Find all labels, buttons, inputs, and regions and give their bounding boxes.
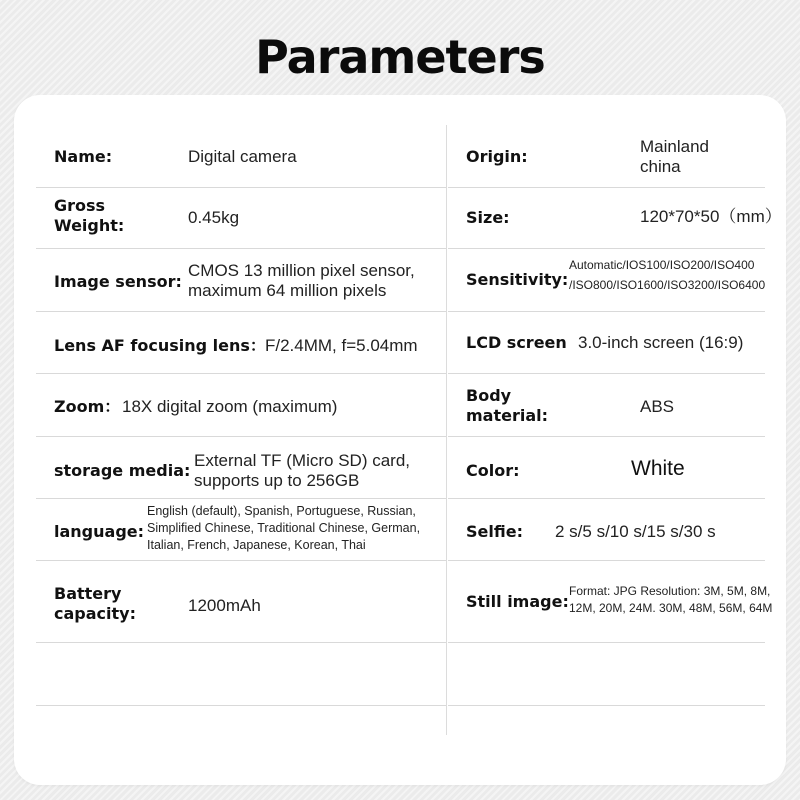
- sensitivity-label: Sensitivity:: [466, 270, 569, 289]
- row-divider: [448, 642, 765, 643]
- storage-media-value: [194, 451, 410, 491]
- row-divider: [448, 560, 765, 561]
- body-material-label: [466, 386, 548, 426]
- row-divider: [448, 705, 765, 706]
- still-image-label: Still image:: [466, 592, 569, 611]
- origin-value-line: Mainland: [640, 137, 709, 156]
- battery-capacity-value: 1200mAh: [188, 596, 261, 615]
- size-label: Size:: [466, 208, 510, 227]
- row-divider: [448, 187, 765, 188]
- storage-media-value-line: External TF (Micro SD) card,: [194, 451, 411, 470]
- size-value: 120*70*50（mm）: [640, 207, 782, 226]
- sensitivity-value-line: /ISO800/ISO1600/ISO3200/ISO6400: [569, 278, 766, 292]
- row-divider: [36, 642, 446, 643]
- row-divider: [448, 373, 765, 374]
- language-value-line: Italian, French, Japanese, Korean, Thai: [147, 538, 366, 552]
- sensitivity-value-line: Automatic/IOS100/ISO200/ISO400: [569, 258, 755, 272]
- row-divider: [36, 436, 446, 437]
- gross-weight-label-line: Gross: [54, 196, 106, 215]
- origin-value: [640, 137, 709, 177]
- image-sensor-value: [188, 261, 415, 301]
- body-material-label-line: material:: [466, 406, 549, 425]
- lens-af-focusing-lens-value: F/2.4MM, f=5.04mm: [265, 336, 418, 355]
- column-divider: [446, 125, 447, 735]
- row-divider: [36, 705, 446, 706]
- language-value-line: Simplified Chinese, Traditional Chinese, German,: [147, 521, 421, 535]
- image-sensor-label: Image sensor:: [54, 272, 182, 291]
- lens-af-focusing-lens-label: Lens AF focusing lens：: [54, 336, 266, 355]
- row-divider: [36, 248, 446, 249]
- image-sensor-value-line: maximum 64 million pixels: [188, 281, 387, 300]
- row-divider: [448, 248, 765, 249]
- row-divider: [36, 498, 446, 499]
- origin-value-line: china: [640, 157, 681, 176]
- row-divider: [36, 560, 446, 561]
- name-label: Name:: [54, 147, 113, 166]
- sensitivity-value: [569, 257, 765, 294]
- language-value-line: English (default), Spanish, Portuguese, Russian,: [147, 504, 416, 518]
- language-label: language:: [54, 522, 145, 541]
- gross-weight-label: [54, 196, 124, 236]
- language-value: [147, 503, 420, 554]
- zoom-label: Zoom：: [54, 397, 121, 416]
- selfie-value: 2 s/5 s/10 s/15 s/30 s: [555, 522, 716, 541]
- still-image-value-line: 12M, 20M, 24M. 30M, 48M, 56M, 64M: [569, 601, 773, 615]
- name-value: Digital camera: [188, 147, 297, 166]
- image-sensor-value-line: CMOS 13 million pixel sensor,: [188, 261, 415, 280]
- page-title: Parameters: [255, 30, 545, 84]
- storage-media-value-line: supports up to 256GB: [194, 471, 360, 490]
- selfie-label: Selfie:: [466, 522, 523, 541]
- color-label: Color:: [466, 461, 520, 480]
- row-divider: [36, 311, 446, 312]
- origin-label: Origin:: [466, 147, 528, 166]
- still-image-value: [569, 583, 772, 617]
- storage-media-label: storage media:: [54, 461, 191, 480]
- color-value: White: [631, 457, 685, 480]
- battery-capacity-label: [54, 584, 136, 624]
- battery-capacity-label-line: Battery: [54, 584, 122, 603]
- lcd-screen-label: LCD screen: [466, 333, 567, 352]
- body-material-label-line: Body: [466, 386, 512, 405]
- row-divider: [36, 187, 446, 188]
- row-divider: [36, 373, 446, 374]
- row-divider: [448, 311, 765, 312]
- battery-capacity-label-line: capacity:: [54, 604, 136, 623]
- body-material-value: ABS: [640, 397, 675, 416]
- zoom-value: 18X digital zoom (maximum): [122, 397, 338, 416]
- parameters-card: [14, 95, 786, 785]
- row-divider: [448, 498, 765, 499]
- lcd-screen-value: 3.0-inch screen (16:9): [578, 333, 744, 352]
- row-divider: [448, 436, 765, 437]
- still-image-value-line: Format: JPG Resolution: 3M, 5M, 8M,: [569, 584, 771, 598]
- gross-weight-value: 0.45kg: [188, 208, 240, 227]
- gross-weight-label-line: Weight:: [54, 216, 125, 235]
